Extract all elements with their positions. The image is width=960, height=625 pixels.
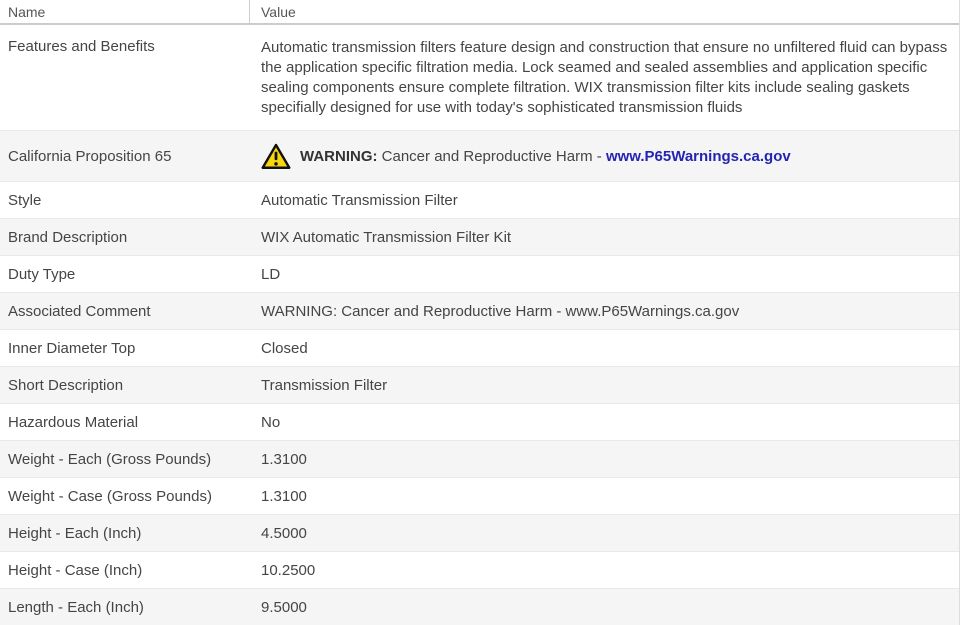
row-name: Hazardous Material bbox=[8, 413, 139, 431]
row-name: Brand Description bbox=[8, 228, 128, 246]
row-value: Automatic Transmission Filter bbox=[261, 191, 458, 209]
row-value: 1.3100 bbox=[261, 487, 307, 505]
row-name: Weight - Case (Gross Pounds) bbox=[8, 487, 212, 505]
warning-triangle-icon bbox=[261, 143, 291, 170]
table-row bbox=[0, 441, 959, 478]
row-name: Weight - Each (Gross Pounds) bbox=[8, 450, 212, 468]
row-value: WARNING: Cancer and Reproductive Harm - www.P65Warnings.ca.gov bbox=[261, 302, 740, 320]
row-name: California Proposition 65 bbox=[8, 147, 172, 165]
row-value: 9.5000 bbox=[261, 598, 307, 616]
row-name: Associated Comment bbox=[8, 302, 151, 320]
table-row bbox=[0, 25, 959, 131]
row-name: Length - Each (Inch) bbox=[8, 598, 144, 616]
row-value: Closed bbox=[261, 339, 308, 357]
row-value: 1.3100 bbox=[261, 450, 307, 468]
table-row bbox=[0, 330, 959, 367]
row-name: Height - Case (Inch) bbox=[8, 561, 143, 579]
table-row bbox=[0, 589, 959, 625]
table-row bbox=[0, 219, 959, 256]
row-value: 4.5000 bbox=[261, 524, 307, 542]
row-value: Transmission Filter bbox=[261, 376, 388, 394]
table-row bbox=[0, 256, 959, 293]
row-name: Style bbox=[8, 191, 42, 209]
row-name: Duty Type bbox=[8, 265, 76, 283]
column-header-name: Name bbox=[0, 0, 250, 23]
table-row bbox=[0, 182, 959, 219]
p65-warnings-link[interactable]: www.P65Warnings.ca.gov bbox=[605, 147, 791, 165]
column-header-value: Value bbox=[261, 3, 296, 20]
table-row bbox=[0, 515, 959, 552]
row-value: Automatic transmission filters feature design and construction that ensure no unfiltered fluid can bypass the application specific filtration media. Lock seamed and sealed assemblies and application specific sealing components ensure complete filtration. WIX transmission filter kits include sealing gaskets specifially designed for use with today's sophisticated transmission fluids bbox=[261, 39, 948, 116]
row-name: Short Description bbox=[8, 376, 124, 394]
warning-bold-label: WARNING: bbox=[300, 147, 378, 165]
row-value: WIX Automatic Transmission Filter Kit bbox=[261, 228, 512, 246]
warning-body-text: Cancer and Reproductive Harm - bbox=[377, 147, 606, 165]
prop65-warning-text bbox=[300, 148, 791, 165]
row-name: Inner Diameter Top bbox=[8, 339, 136, 357]
table-row bbox=[0, 293, 959, 330]
row-value: 10.2500 bbox=[261, 561, 316, 579]
row-name: Height - Each (Inch) bbox=[8, 524, 142, 542]
row-name: Features and Benefits bbox=[8, 38, 155, 55]
row-value: No bbox=[261, 413, 281, 431]
table-header bbox=[0, 0, 959, 25]
table-row bbox=[0, 131, 959, 182]
table-row bbox=[0, 552, 959, 589]
row-value: LD bbox=[261, 265, 281, 283]
table-row bbox=[0, 367, 959, 404]
table-row bbox=[0, 478, 959, 515]
table-row bbox=[0, 404, 959, 441]
